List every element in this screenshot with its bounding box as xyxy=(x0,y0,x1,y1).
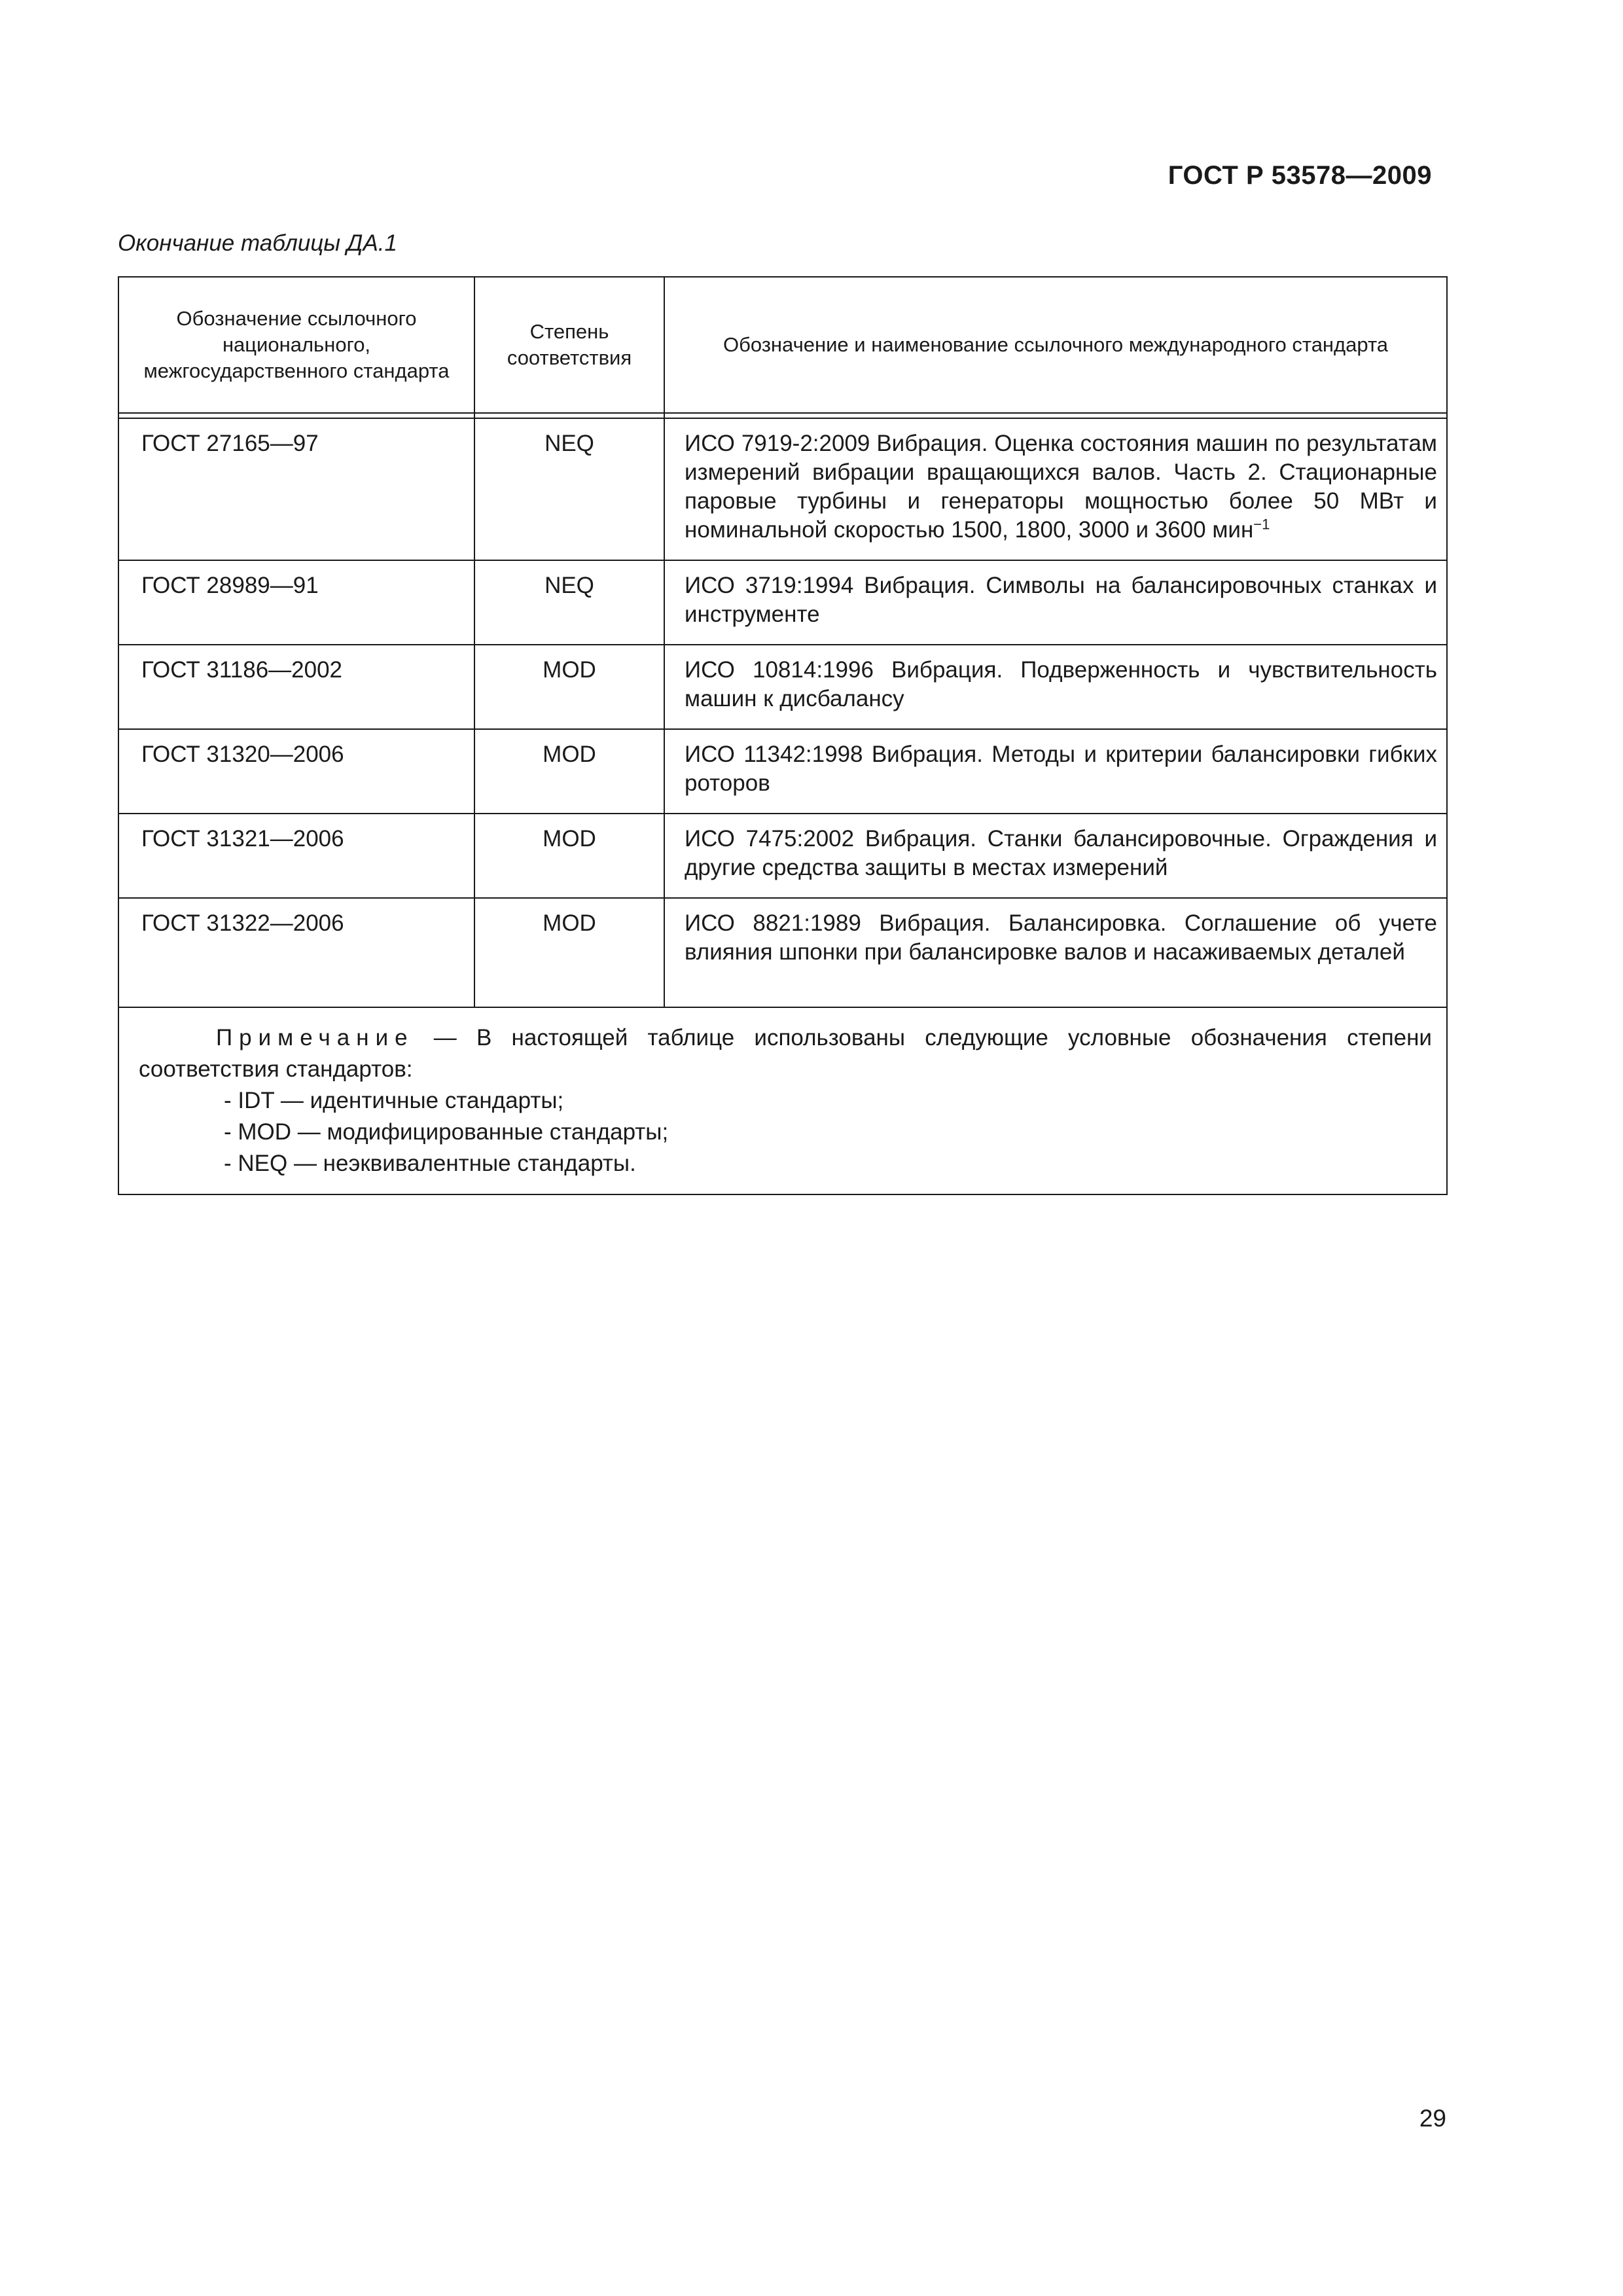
page-number: 29 xyxy=(1419,2105,1446,2132)
international-standard-cell: ИСО 8821:1989 Вибрация. Балансировка. Соглашение об учете влияния шпонки при балансировке валов и насаживаемых деталей xyxy=(664,898,1447,1007)
note-paragraph xyxy=(139,1022,1432,1085)
header-rule-cell xyxy=(118,413,474,418)
international-standard-cell: ИСО 3719:1994 Вибрация. Символы на балансировочных станках и инструменте xyxy=(664,560,1447,645)
note-text: — В настоящей таблице использованы следующие условные обозначения степени соответствия стандартов: xyxy=(139,1025,1432,1082)
table-row xyxy=(118,560,1447,645)
note-list-item: - MOD — модифицированные стандарты; xyxy=(224,1119,669,1145)
degree-cell: MOD xyxy=(474,814,664,898)
table-row xyxy=(118,729,1447,814)
header-degree: Степень соответствия xyxy=(474,277,664,413)
national-standard-cell: ГОСТ 31186—2002 xyxy=(118,645,474,729)
table-caption: Окончание таблицы ДА.1 xyxy=(118,230,397,256)
reference-table-grid xyxy=(118,276,1448,1195)
header-national-standard: Обозначение ссылочного национального, межгосударственного стандарта xyxy=(118,277,474,413)
header-international-standard: Обозначение и наименование ссылочного международного стандарта xyxy=(664,277,1447,413)
national-standard-cell: ГОСТ 27165—97 xyxy=(118,418,474,560)
degree-cell: NEQ xyxy=(474,418,664,560)
note-list-item: - NEQ — неэквивалентные стандарты. xyxy=(224,1151,636,1176)
header-rule-cell xyxy=(664,413,1447,418)
table-note-row xyxy=(118,1007,1447,1194)
reference-table xyxy=(118,276,1446,1195)
table-row xyxy=(118,898,1447,1007)
table-row xyxy=(118,645,1447,729)
international-standard-cell: ИСО 10814:1996 Вибрация. Подверженность и чувствительность машин к дисбалансу xyxy=(664,645,1447,729)
header-double-rule xyxy=(118,413,1447,418)
table-header-row xyxy=(118,277,1447,413)
degree-cell: MOD xyxy=(474,645,664,729)
header-rule-cell xyxy=(474,413,664,418)
national-standard-cell: ГОСТ 31321—2006 xyxy=(118,814,474,898)
national-standard-cell: ГОСТ 28989—91 xyxy=(118,560,474,645)
national-standard-cell: ГОСТ 31320—2006 xyxy=(118,729,474,814)
degree-cell: MOD xyxy=(474,898,664,1007)
table-row xyxy=(118,418,1447,560)
note-list-item: - IDT — идентичные стандарты; xyxy=(224,1088,564,1113)
national-standard-cell: ГОСТ 31322—2006 xyxy=(118,898,474,1007)
degree-cell: MOD xyxy=(474,729,664,814)
international-standard-cell: ИСО 11342:1998 Вибрация. Методы и критерии балансировки гибких роторов xyxy=(664,729,1447,814)
note-label: Примечание xyxy=(216,1025,414,1050)
unit-exponent: −1 xyxy=(1253,516,1270,533)
degree-cell: NEQ xyxy=(474,560,664,645)
international-standard-text: ИСО 7919-2:2009 Вибрация. Оценка состояния машин по результатам измерений вибрации вращающихся валов. Часть 2. Стационарные паровые турбины и генераторы мощностью более 50 МВт и номинальной скоростью 1500, 1800, 3000 и 3600 мин xyxy=(685,431,1437,543)
table-note xyxy=(118,1007,1447,1194)
international-standard-cell xyxy=(664,418,1447,560)
international-standard-cell: ИСО 7475:2002 Вибрация. Станки балансировочные. Ограждения и другие средства защиты в местах измерений xyxy=(664,814,1447,898)
document-number: ГОСТ Р 53578—2009 xyxy=(1168,161,1432,190)
table-row xyxy=(118,814,1447,898)
